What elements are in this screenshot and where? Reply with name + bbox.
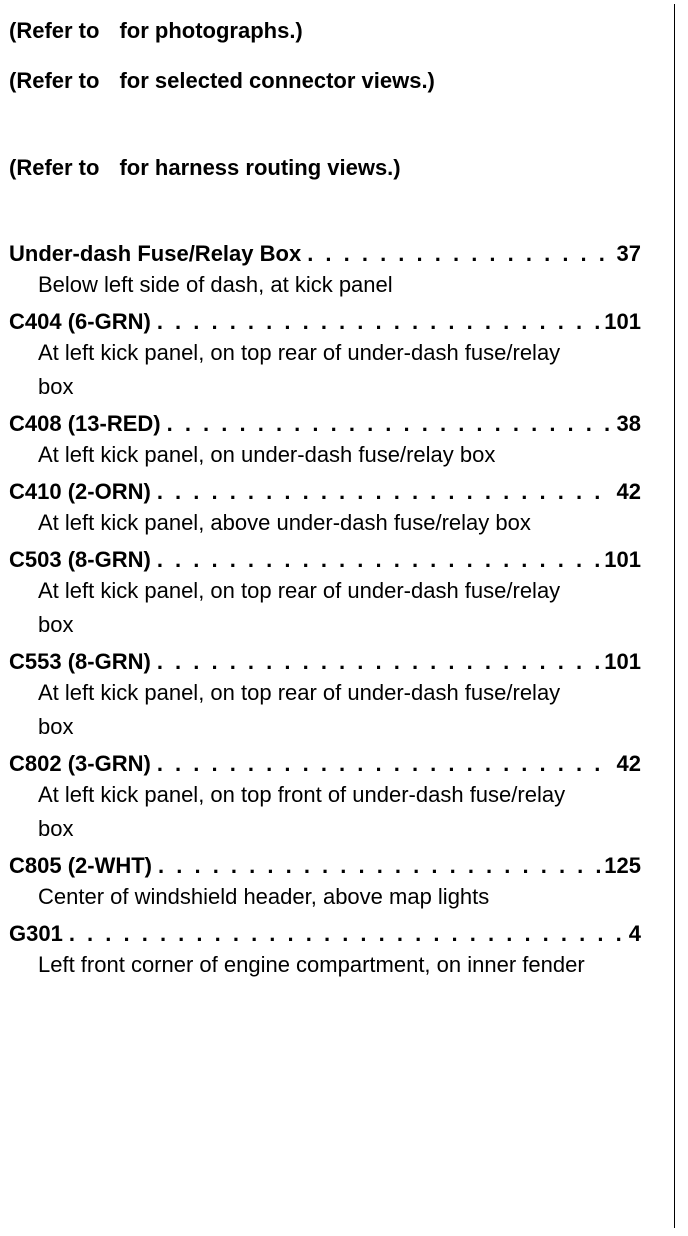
entry-heading (9, 750, 641, 778)
dot-leader (157, 546, 600, 574)
entry-heading (9, 240, 641, 268)
entry-name: C553 (8-GRN) (9, 649, 151, 674)
dot-leader (158, 852, 600, 880)
entry-description: At left kick panel, on top rear of under-dash fuse/relay box (38, 578, 561, 637)
list-item (9, 308, 641, 404)
entry-page: 125 (604, 853, 641, 878)
ref-suffix: for selected connector views.) (119, 68, 435, 93)
entry-description: Left front corner of engine compartment, on inner fender (38, 952, 585, 977)
entry-name: C802 (3-GRN) (9, 751, 151, 776)
component-location-list (9, 240, 641, 988)
entry-name: C503 (8-GRN) (9, 547, 151, 572)
entry-heading (9, 478, 641, 506)
list-item (9, 920, 641, 982)
entry-description: At left kick panel, on top front of under-dash fuse/relay box (38, 782, 566, 841)
ref-prefix: (Refer to (9, 68, 100, 93)
entry-description: At left kick panel, on under-dash fuse/relay box (38, 442, 496, 467)
entry-description: At left kick panel, above under-dash fuse/relay box (38, 510, 531, 535)
entry-heading (9, 852, 641, 880)
entry-description: Center of windshield header, above map lights (38, 884, 490, 909)
entry-heading (9, 648, 641, 676)
dot-leader (307, 240, 612, 268)
column-divider (674, 4, 675, 1228)
entry-heading (9, 410, 641, 438)
ref-prefix: (Refer to (9, 155, 100, 180)
entry-heading (9, 308, 641, 336)
list-item (9, 410, 641, 472)
list-item (9, 546, 641, 642)
ref-prefix: (Refer to (9, 18, 100, 43)
entry-heading (9, 920, 641, 948)
ref-suffix: for photographs.) (119, 18, 303, 43)
list-item (9, 240, 641, 302)
entry-description: At left kick panel, on top rear of under-dash fuse/relay box (38, 680, 561, 739)
list-item (9, 478, 641, 540)
entry-page: 37 (616, 241, 641, 266)
entry-page: 42 (616, 751, 641, 776)
list-item (9, 648, 641, 744)
list-item (9, 750, 641, 846)
entry-name: C404 (6-GRN) (9, 309, 151, 334)
list-item (9, 852, 641, 914)
entry-description: Below left side of dash, at kick panel (38, 272, 393, 297)
entry-page: 4 (628, 921, 641, 946)
entry-heading (9, 546, 641, 574)
entry-description: At left kick panel, on top rear of under-dash fuse/relay box (38, 340, 561, 399)
entry-name: C805 (2-WHT) (9, 853, 153, 878)
entry-page: 38 (616, 411, 641, 436)
dot-leader (157, 478, 613, 506)
entry-name: C408 (13-RED) (9, 411, 161, 436)
ref-connector-views (9, 68, 435, 94)
ref-suffix: for harness routing views.) (119, 155, 401, 180)
dot-leader (167, 410, 613, 438)
ref-photographs (9, 18, 303, 44)
entry-name: C410 (2-ORN) (9, 479, 151, 504)
ref-harness-routing (9, 155, 401, 181)
entry-page: 42 (616, 479, 641, 504)
entry-name: Under-dash Fuse/Relay Box (9, 241, 302, 266)
dot-leader (69, 920, 625, 948)
entry-page: 101 (604, 309, 641, 334)
dot-leader (157, 308, 600, 336)
entry-page: 101 (604, 649, 641, 674)
dot-leader (157, 750, 613, 778)
dot-leader (157, 648, 600, 676)
entry-page: 101 (604, 547, 641, 572)
entry-name: G301 (9, 921, 63, 946)
